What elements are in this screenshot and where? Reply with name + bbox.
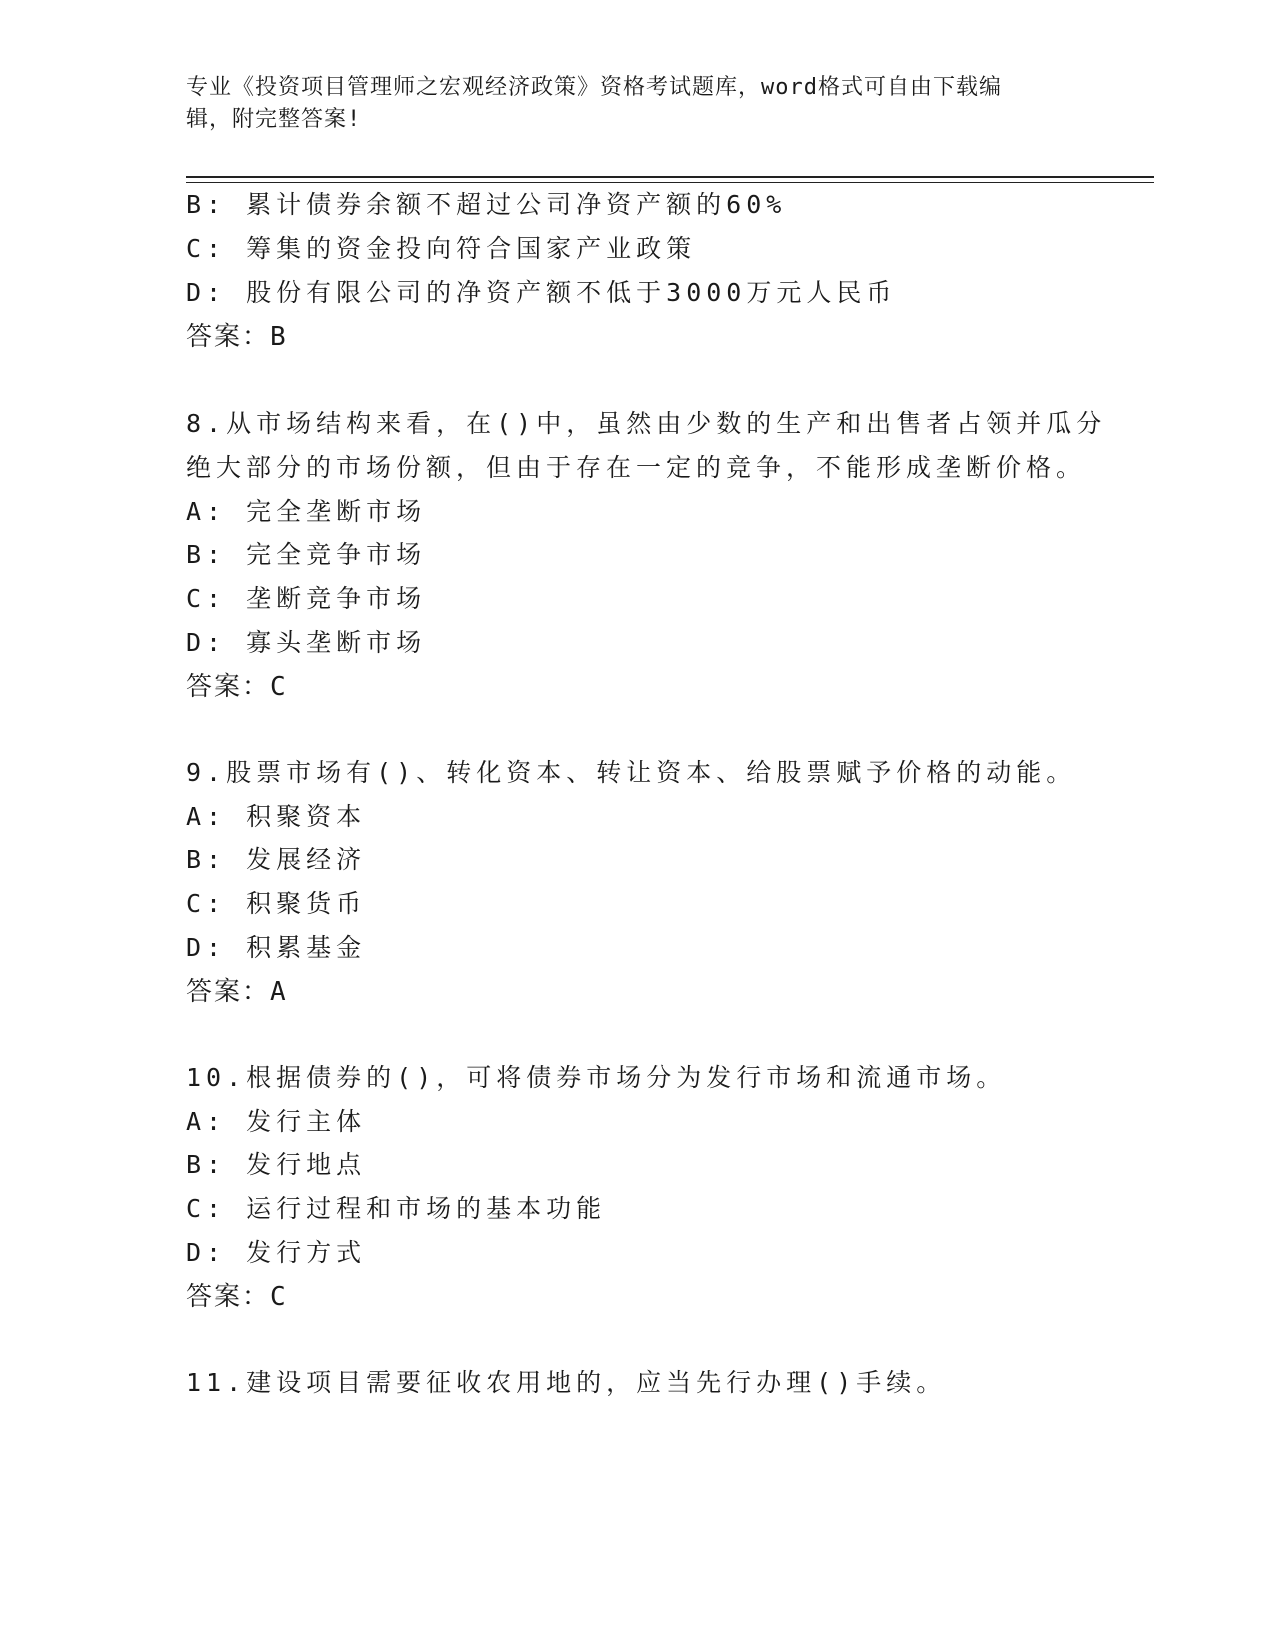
q9-option-c: C: 积聚货币 — [186, 889, 367, 918]
q7-option-d: D: 股份有限公司的净资产额不低于3000万元人民币 — [186, 278, 897, 307]
q8-option-b: B: 完全竞争市场 — [186, 540, 427, 569]
q8-option-d: D: 寡头垄断市场 — [186, 628, 427, 657]
q9-option-b: B: 发展经济 — [186, 845, 367, 874]
q8-stem-line-2: 绝大部分的市场份额，但由于存在一定的竞争，不能形成垄断价格。 — [186, 453, 1087, 482]
q11-stem: 11.建设项目需要征收农用地的，应当先行办理()手续。 — [186, 1368, 947, 1397]
q9-option-a: A: 积聚资本 — [186, 802, 367, 831]
q9-stem: 9.股票市场有()、转化资本、转让资本、给股票赋予价格的动能。 — [186, 758, 1077, 787]
q8-option-c: C: 垄断竞争市场 — [186, 584, 427, 613]
q7-option-b: B: 累计债券余额不超过公司净资产额的60% — [186, 190, 787, 219]
q10-stem: 10.根据债券的()，可将债券市场分为发行市场和流通市场。 — [186, 1063, 1007, 1092]
document-header — [186, 72, 1066, 136]
q10-option-c: C: 运行过程和市场的基本功能 — [186, 1194, 607, 1223]
header-line-2: 辑，附完整答案! — [186, 107, 362, 132]
q10-option-b: B: 发行地点 — [186, 1150, 367, 1179]
q8-stem-line-1: 8.从市场结构来看，在()中，虽然由少数的生产和出售者占领并瓜分 — [186, 409, 1107, 438]
q10-option-d: D: 发行方式 — [186, 1238, 367, 1267]
q9-answer: 答案：A — [186, 977, 288, 1007]
header-divider-thin — [186, 182, 1154, 183]
header-line-1: 专业《投资项目管理师之宏观经济政策》资格考试题库，word格式可自由下载编 — [186, 75, 1002, 100]
header-divider-thick — [186, 176, 1154, 178]
q8-answer: 答案：C — [186, 672, 288, 702]
q10-answer: 答案：C — [186, 1282, 288, 1312]
q10-option-a: A: 发行主体 — [186, 1107, 367, 1136]
q8-option-a: A: 完全垄断市场 — [186, 497, 427, 526]
q9-option-d: D: 积累基金 — [186, 933, 367, 962]
q7-option-c: C: 筹集的资金投向符合国家产业政策 — [186, 234, 697, 263]
q7-answer: 答案：B — [186, 322, 288, 352]
